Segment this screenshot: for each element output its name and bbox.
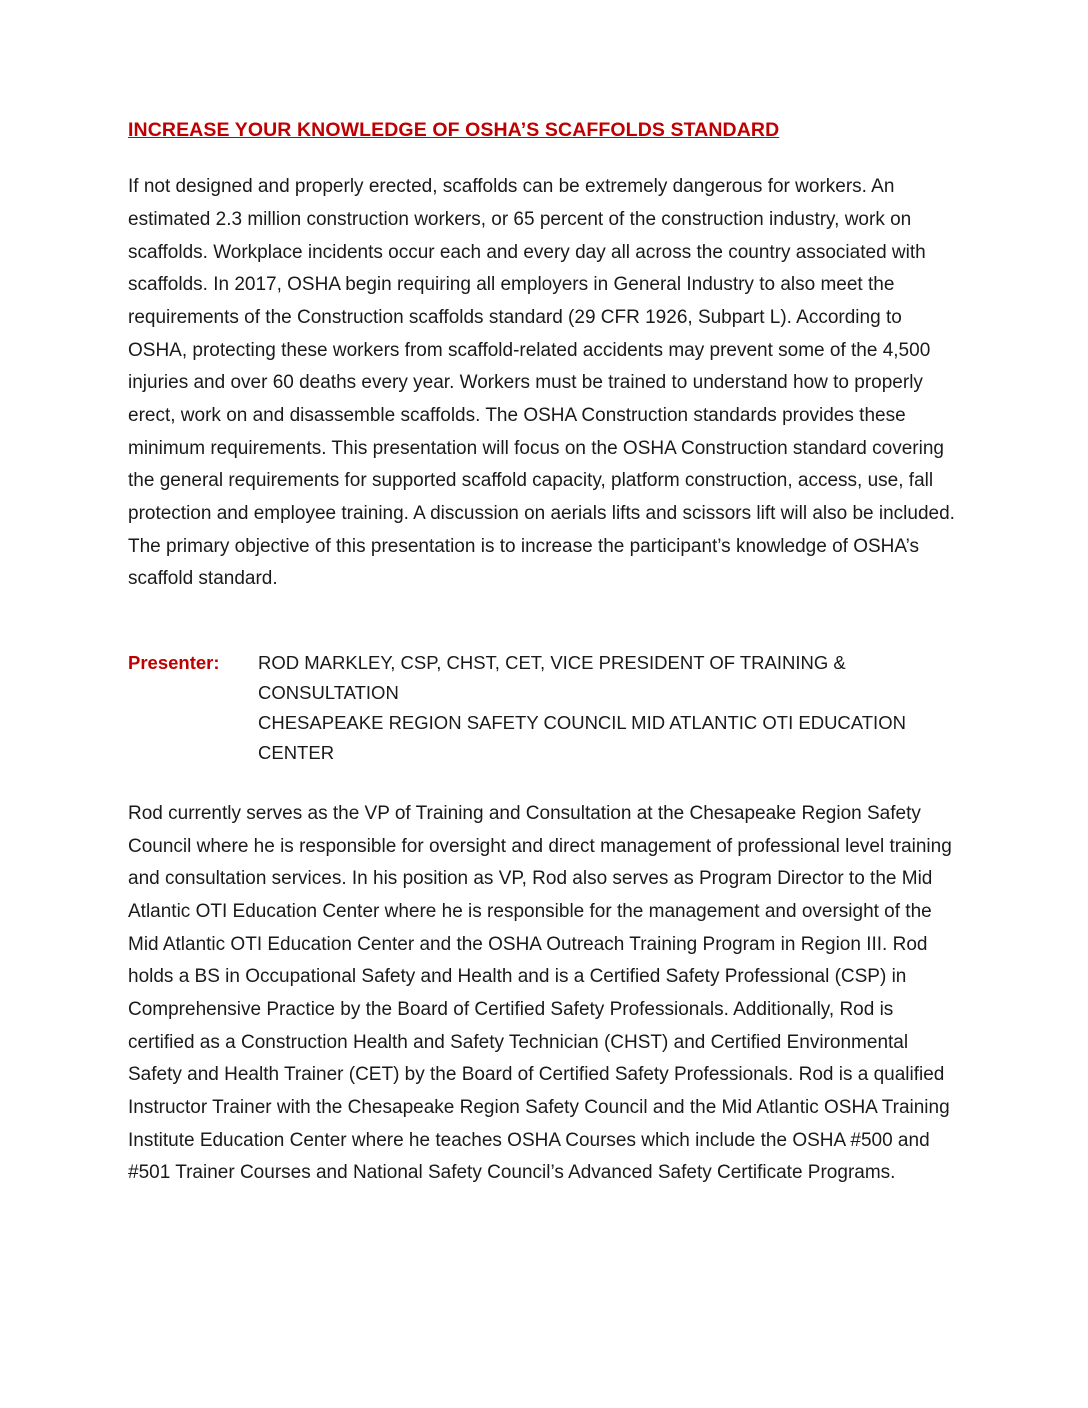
intro-paragraph: If not designed and properly erected, scaffolds can be extremely dangerous for workers. An estimated 2.3 million construction workers, or 65 percent of the construction industry, work on scaffolds. Workplace incidents occur each and every day all across the country associated with scaffolds. In 2017, OSHA begin requiring all employers in General Industry to also meet the requirements of the Construction scaffolds standard (29 CFR 1926, Subpart L). According to OSHA, protecting these workers from scaffold-related accidents may prevent some of the 4,500 injuries and over 60 deaths every year. Workers must be trained to understand how to properly erect, work on and disassemble scaffolds. The OSHA Construction standards provides these minimum requirements. This presentation will focus on the OSHA Construction standard covering the general requirements for supported scaffold capacity, platform construction, access, use, fall protection and employee training. A discussion on aerials lifts and scissors lift will also be included. The primary objective of this presentation is to increase the participant’s knowledge of OSHA’s scaffold standard. — [128, 176, 955, 590]
presenter-name-line: ROD MARKLEY, CSP, CHST, CET, VICE PRESIDENT OF TRAINING & CONSULTATION — [258, 652, 846, 704]
presenter-block — [128, 648, 958, 768]
page-title: INCREASE YOUR KNOWLEDGE OF OSHA’S SCAFFOLDS STANDARD — [128, 119, 780, 141]
presenter-label: Presenter: — [128, 652, 220, 674]
biography-paragraph: Rod currently serves as the VP of Training and Consultation at the Chesapeake Region Safety Council where he is responsible for oversight and direct management of professional level training and consultation services. In his position as VP, Rod also serves as Program Director to the Mid Atlantic OTI Education Center where he is responsible for the management and oversight of the Mid Atlantic OTI Education Center and the OSHA Outreach Training Program in Region III. Rod holds a BS in Occupational Safety and Health and is a Certified Safety Professional (CSP) in Comprehensive Practice by the Board of Certified Safety Professionals. Additionally, Rod is certified as a Construction Health and Safety Technician (CHST) and Certified Environmental Safety and Health Trainer (CET) by the Board of Certified Safety Professionals. Rod is a qualified Instructor Trainer with the Chesapeake Region Safety Council and the Mid Atlantic OSHA Training Institute Education Center where he teaches OSHA Courses which include the OSHA #500 and #501 Trainer Courses and National Safety Council’s Advanced Safety Certificate Programs. — [128, 802, 952, 1184]
presenter-row — [128, 648, 958, 708]
presenter-organization-line: CHESAPEAKE REGION SAFETY COUNCIL MID ATLANTIC OTI EDUCATION CENTER — [258, 712, 906, 763]
